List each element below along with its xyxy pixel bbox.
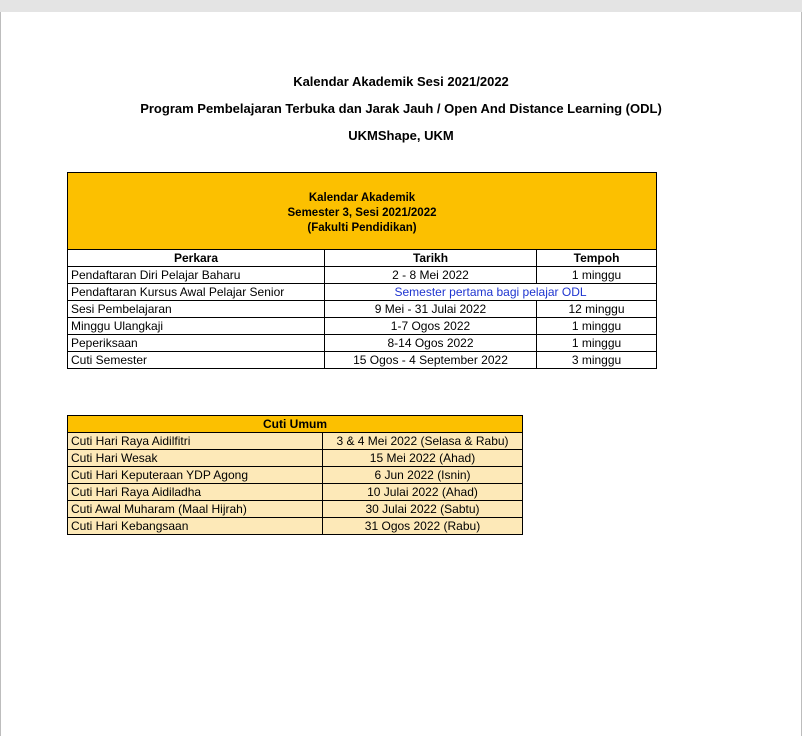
calendar-banner-title: Kalendar Akademik [308,191,416,204]
column-header-duration: Tempoh [537,250,657,267]
cell-item: Sesi Pembelajaran [68,301,325,318]
calendar-banner-faculty: (Fakulti Pendidikan) [307,221,417,234]
cell-item: Pendaftaran Diri Pelajar Baharu [68,267,325,284]
cell-holiday-name: Cuti Hari Wesak [68,450,323,467]
cell-duration: 1 minggu [537,318,657,335]
cell-date: 2 - 8 Mei 2022 [325,267,537,284]
table-row [68,335,657,352]
cell-duration: 1 minggu [537,267,657,284]
table-row [68,267,657,284]
holidays-header-row [68,416,523,433]
table-row [68,501,523,518]
cell-date: 9 Mei - 31 Julai 2022 [325,301,537,318]
document-institution: UKMShape, UKM [348,128,454,143]
cell-holiday-name: Cuti Awal Muharam (Maal Hijrah) [68,501,323,518]
document-subtitle: Program Pembelajaran Terbuka dan Jarak Jauh / Open And Distance Learning (ODL) [140,101,662,116]
cell-item: Minggu Ulangkaji [68,318,325,335]
holidays-header: Cuti Umum [68,416,523,433]
cell-holiday-date: 30 Julai 2022 (Sabtu) [323,501,523,518]
calendar-banner-cell [68,173,657,250]
academic-calendar-table [67,172,657,369]
column-header-date: Tarikh [325,250,537,267]
table-row [68,318,657,335]
calendar-banner [68,173,657,250]
cell-holiday-name: Cuti Hari Raya Aidiladha [68,484,323,501]
table-row [68,484,523,501]
table-row [68,301,657,318]
table-row [68,352,657,369]
cell-item: Peperiksaan [68,335,325,352]
table-row [68,433,523,450]
cell-holiday-name: Cuti Hari Raya Aidilfitri [68,433,323,450]
cell-date: 1-7 Ogos 2022 [325,318,537,335]
document-title: Kalendar Akademik Sesi 2021/2022 [293,74,509,89]
cell-holiday-name: Cuti Hari Kebangsaan [68,518,323,535]
cell-holiday-date: 3 & 4 Mei 2022 (Selasa & Rabu) [323,433,523,450]
table-row [68,467,523,484]
cell-holiday-name: Cuti Hari Keputeraan YDP Agong [68,467,323,484]
document-page [0,12,802,736]
cell-duration: 12 minggu [537,301,657,318]
table-row [68,518,523,535]
cell-holiday-date: 31 Ogos 2022 (Rabu) [323,518,523,535]
cell-item: Cuti Semester [68,352,325,369]
cell-duration: 1 minggu [537,335,657,352]
cell-holiday-date: 15 Mei 2022 (Ahad) [323,450,523,467]
cell-item: Pendaftaran Kursus Awal Pelajar Senior [68,284,325,301]
cell-note: Semester pertama bagi pelajar ODL [325,284,657,301]
table-row [68,284,657,301]
cell-duration: 3 minggu [537,352,657,369]
cell-holiday-date: 10 Julai 2022 (Ahad) [323,484,523,501]
cell-date: 8-14 Ogos 2022 [325,335,537,352]
calendar-banner-semester: Semester 3, Sesi 2021/2022 [287,206,437,219]
column-header-item: Perkara [68,250,325,267]
cell-holiday-date: 6 Jun 2022 (Isnin) [323,467,523,484]
cell-date: 15 Ogos - 4 September 2022 [325,352,537,369]
calendar-header-row [68,250,657,267]
public-holidays-table [67,415,523,535]
table-row [68,450,523,467]
